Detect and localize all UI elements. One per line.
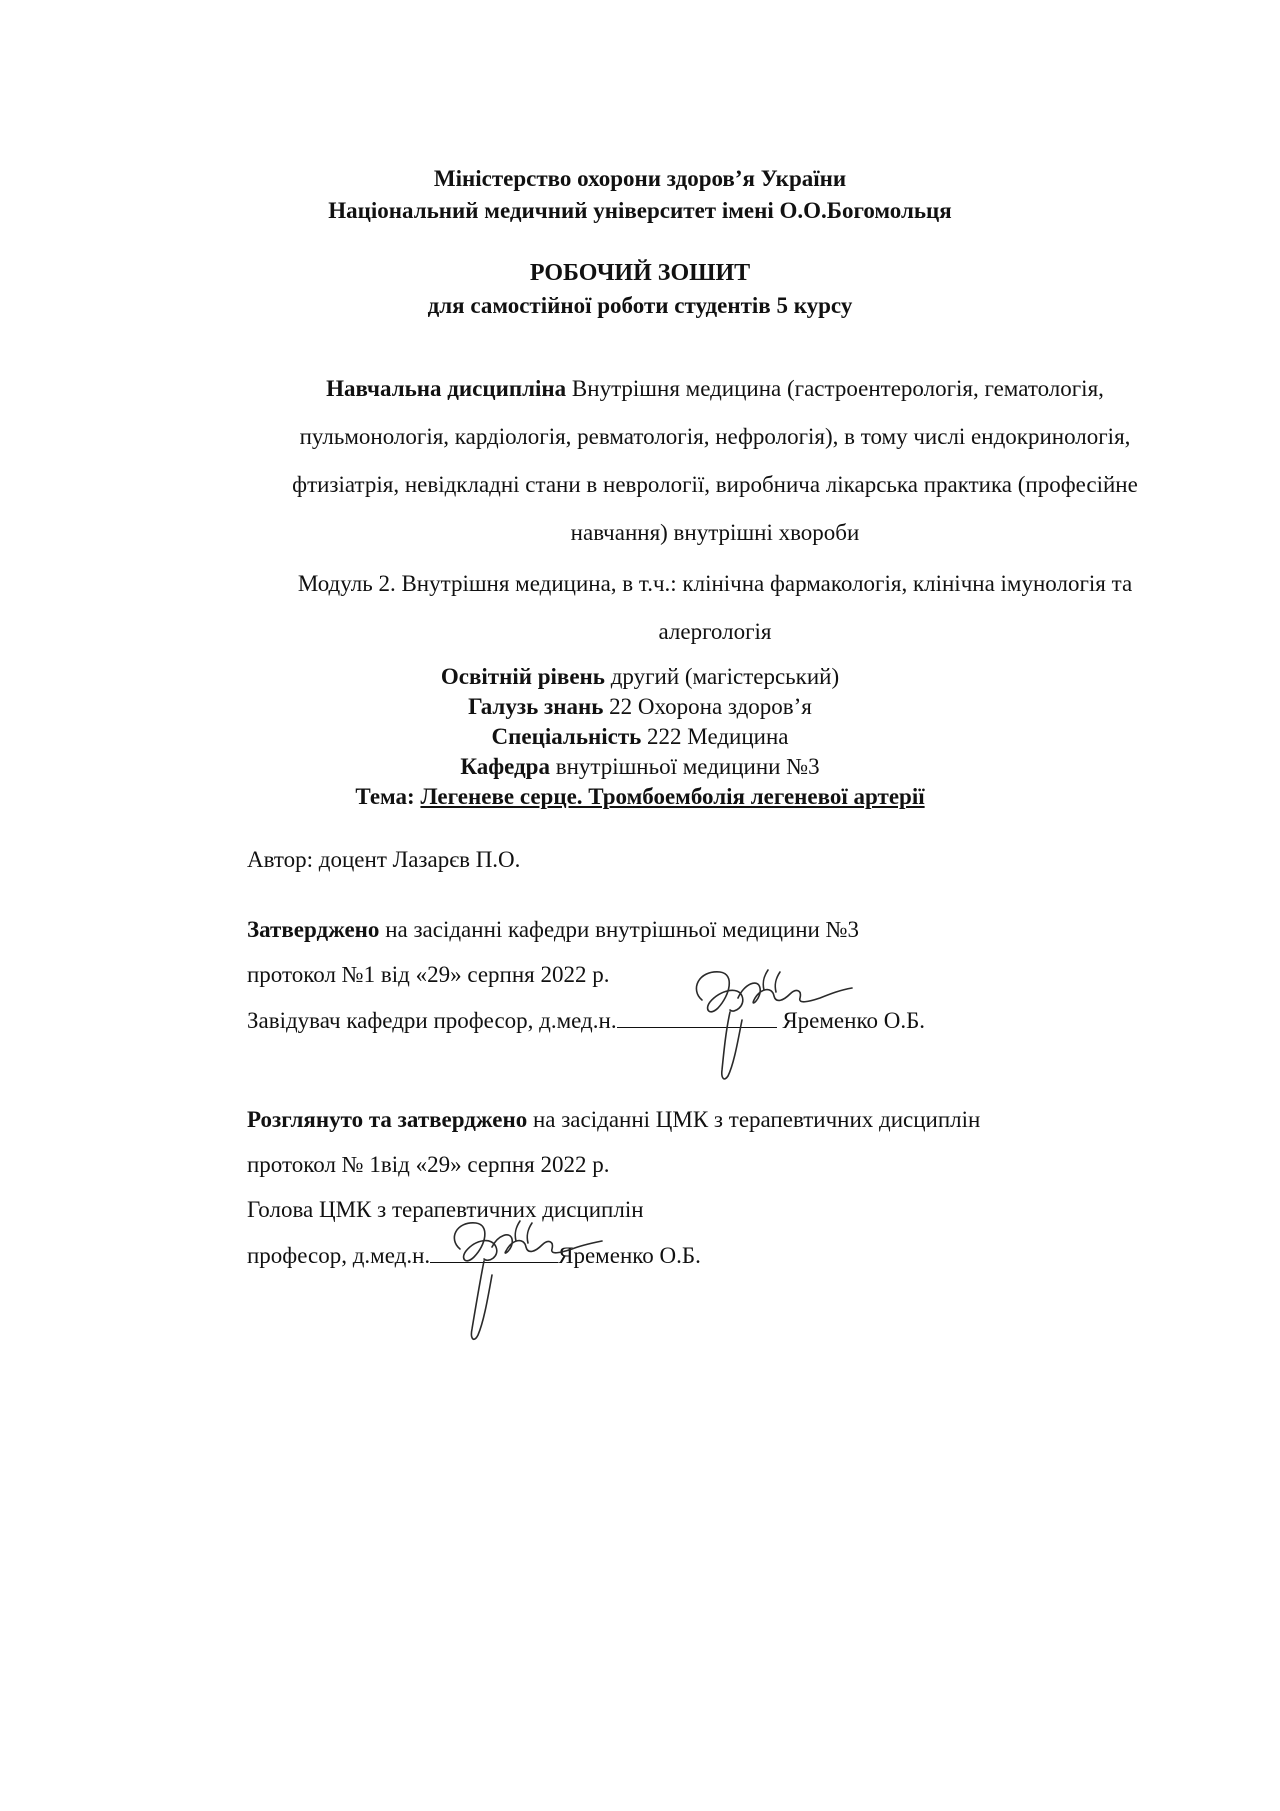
author-line: Автор: доцент Лазарєв П.О. — [247, 847, 521, 872]
signature-line — [617, 1005, 777, 1028]
workbook-title: РОБОЧИЙ ЗОШИТ — [529, 260, 751, 286]
approval1-label: Затверджено — [247, 917, 380, 942]
specialty-value: 222 Медицина — [647, 724, 789, 749]
education-level-value: другий (магістерський) — [610, 664, 840, 689]
department-label: Кафедра — [460, 754, 550, 779]
workbook-subtitle: для самостійної роботи студентів 5 курсу — [427, 293, 853, 318]
signature-line — [430, 1240, 558, 1263]
discipline-paragraph — [250, 365, 1180, 557]
approval1-protocol: протокол №1 від «29» серпня 2022 р. — [247, 962, 610, 987]
approval1-head-line — [247, 1005, 925, 1036]
approval1-head-title: Завідувач кафедри професор, д.мед.н. — [247, 1008, 617, 1033]
approval2-head-title-line1: Голова ЦМК з терапевтичних дисциплін — [247, 1197, 644, 1222]
field-of-knowledge — [0, 692, 1280, 722]
approval2-head-line — [247, 1240, 701, 1271]
module-paragraph: Модуль 2. Внутрішня медицина, в т.ч.: клінічна фармакологія, клінічна імунологія та алергологія — [297, 571, 1133, 644]
department — [0, 752, 1280, 782]
field-value: 22 Охорона здоров’я — [609, 694, 812, 719]
specialty-label: Спеціальність — [491, 724, 642, 749]
approval2-line — [247, 1105, 980, 1135]
approval2-text: на засіданні ЦМК з терапевтичних дисциплін — [532, 1107, 981, 1132]
approval2-head-name: Яременко О.Б. — [558, 1243, 701, 1268]
university-name: Національний медичний університет імені О.О.Богомольця — [328, 198, 952, 223]
approval1-head-name: Яременко О.Б. — [782, 1008, 926, 1033]
department-value: внутрішньої медицини №3 — [555, 754, 820, 779]
discipline-label: Навчальна дисципліна — [326, 376, 567, 401]
topic-value: Легеневе серце. Тромбоемболія легеневої артерії — [420, 784, 925, 809]
approval1-line — [247, 915, 859, 945]
education-level-label: Освітній рівень — [440, 664, 605, 689]
education-level — [0, 662, 1280, 692]
signature-icon — [440, 1215, 610, 1365]
approval2-label: Розглянуто та затверджено — [247, 1107, 528, 1132]
approval2-head-title-line2: професор, д.мед.н. — [247, 1243, 431, 1268]
discipline-value: Внутрішня медицина (гастроентерологія, гематологія, пульмонологія, кардіологія, ревматологія, нефрологія), в тому числі ендокринологія, фтизіатрія, невідкладні стани в неврології, виробнича лікарська практика (професійне навчання) внутрішні хвороби — [292, 376, 1138, 545]
approval1-text: на засіданні кафедри внутрішньої медицини №3 — [385, 917, 860, 942]
topic — [0, 782, 1280, 812]
approval2-protocol: протокол № 1від «29» серпня 2022 р. — [247, 1152, 610, 1177]
specialty — [0, 722, 1280, 752]
ministry-name: Міністерство охорони здоров’я України — [433, 166, 847, 191]
topic-label: Тема: — [355, 784, 415, 809]
field-label: Галузь знань — [468, 694, 604, 719]
